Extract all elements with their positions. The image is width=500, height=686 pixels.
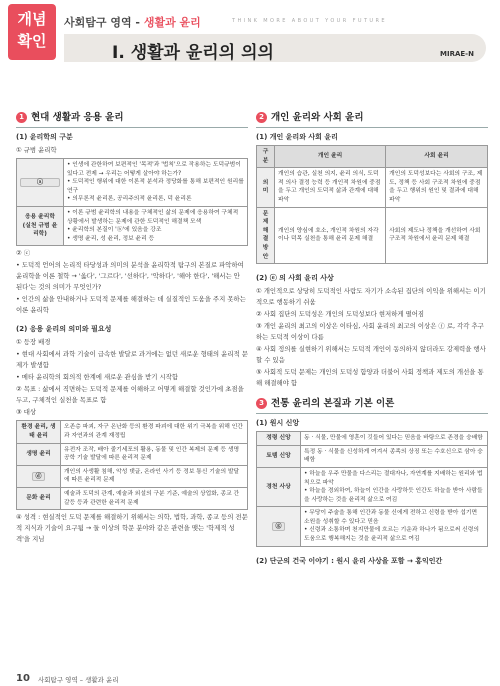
- section-header: 사회탐구 영역 - 생활과 윤리: [64, 16, 201, 29]
- left-column: [16, 112, 248, 546]
- concept-check-badge: 개념 확인: [8, 4, 56, 60]
- list-item: • 인간의 삶을 안내하거나 도덕적 문제를 해결하는 데 실질적인 도움을 주지 못하는 이론 윤리학: [16, 295, 246, 315]
- list-item: ③ 개인 윤리의 최고의 이상은 이타심, 사회 윤리의 최고의 이상은 ⓕ 로, 각각 추구하는 도덕적 이상이 다름: [256, 322, 484, 342]
- table-cell: • 이론 규범 윤리학의 내용을 구체적인 삶의 문제에 응용하여 구체적 상황에서 발생하는 문제에 관한 도덕적인 해결책 모색 • 윤리학의 본질이 'ⓑ'에 있음을 강조 • 생명 윤리, 성 윤리, 정보 윤리 등: [64, 206, 248, 245]
- page-title: I. 생활과 윤리의 의의: [112, 43, 274, 63]
- list-item: ② 사회 집단의 도덕성은 개인의 도덕성보다 현저하게 떨어짐: [256, 310, 425, 319]
- right-column: [256, 112, 488, 569]
- list-item: ① 등장 배경: [16, 338, 51, 347]
- list-item: ④ 성격 : 현실적인 도덕 문제를 해결하기 위해서는 의학, 법학, 과학, 종교 등의 전문적 지식과 기술이 요구됨 → 둘 이상의 학문 분야와 같은 관련을 맺는 '학제적 성격'을 지님: [16, 513, 248, 544]
- brand-logo: MIRAE-N: [440, 50, 474, 58]
- subsection-title: (1) 윤리학의 구분: [16, 133, 73, 141]
- ethics-table: [16, 158, 248, 246]
- applied-ethics-table: 환경 윤리, 생태 윤리 오존층 파괴, 자구 온난화 등의 환경 파괴에 대한 위기 극복을 위해 인간과 자연과의 관계 재정립 생명 윤리 유전자 조작, 배아 줄기세포의 활용, 동물 및 인간 복제의 문제 등 생명 공학 기술 발달에 따른 윤리적 문제 ⓓ 개인의 사생활 침해, 악성 댓글, 온라인 사기 등 정보 통신 기술의 발달에 따른 윤리적 문제 문화 윤리 예술과 도덕의 관계, 예술과 외설의 구분 기준, 예술의 상업화, 종교 간 갈등 등과 관련한 윤리적 문제: [16, 420, 248, 510]
- list-item: ② 목표 : 삶에서 직면하는 도덕적 문제를 이해하고 어떻게 해결할 것인가에 초점을 두고, 구체적인 실천을 목표로 함: [16, 385, 244, 405]
- list-item: ③ 대상: [16, 408, 37, 417]
- table-cell: • 인생에 관한하여 보편적인 '목적'과 '법칙'으로 작용하는 도덕규범이 있다고 전제 → 우리는 어떻게 살아야 하는가? • 도덕적인 행위에 대한 이론적 분석과 정당화를 통해 보편적인 원리를 연구 • 의무론적 윤리론, 공리주의적 윤리론, 덕 윤리론: [64, 159, 248, 207]
- list-item: ② ⓒ: [16, 249, 31, 258]
- subsection-title: (1) 원시 신앙: [256, 419, 300, 428]
- individual-social-table: 구분 개인 윤리 사회 윤리 의미 개인의 습관, 실천 의지, 윤리 의식, 도덕적 의사 결정 능력 등 개인적 차원에 중점을 두고 개인의 도덕적 삶과 관계에 대해 파악 개인의 도덕성보다는 사회의 구조, 제도, 정책 등 사회 구조적 차원에 중점을 두고 행위의 원인 및 결과에 대해 파악 문제 해결 방안 개인의 양심에 호소, 개인적 차원의 자각이나 덕목 실천을 통해 윤리 문제 해결 사회의 제도나 정책을 개선하여 사회 구조적 차원에서 윤리 문제 해결: [256, 145, 488, 264]
- primitive-belief-table: 정령 신앙 동 · 식물, 만물에 영혼이 깃들어 있다는 믿음을 바탕으로 존경을 숭배함 토템 신앙 특정 동 · 식물을 신성하게 여겨서 종족의 상징 또는 수호신으로 삼아 숭배함 경천 사상 • 하늘을 우주 만물을 다스리는 절대자나, 자연계를 지배하는 원리와 법칙으로 파악 • 하늘을 경외하여, 하늘이 인간을 사랑하듯 인간도 하늘을 받아 사람들을 사랑하는 것을 윤리적 삶으로 여김 ⓖ • 무당이 주술을 통해 인간과 동물 신에게 전하고 신령을 받아 섭기면 소원을 성취할 수 있다고 믿음 • 신령과 소통하며 천지만물에 흐르는 기운과 하나가 됨으로써 신령의 도움으로 행복해지는 것을 윤리적 삶으로 여김: [256, 431, 488, 547]
- subsection-title: (2) ⓔ 의 사회 윤리 사상: [256, 274, 334, 283]
- list-item: ① 개인적으로 상당히 도덕적인 사람도 자기가 소속된 집단의 이익을 위해서는 이기적으로 행동하기 쉬움: [256, 287, 486, 307]
- list-item: ⑤ 사회적 도덕 문제는 개인의 도덕성 함양과 더불어 사회 정책과 제도의 개선을 통해 해결해야 함: [256, 368, 484, 388]
- tagline: THINK MORE ABOUT YOUR FUTURE: [232, 18, 387, 24]
- section-2-title: 2 개인 윤리와 사회 윤리: [256, 112, 488, 128]
- subsection-title: (2) 단군의 건국 이야기 : 원시 윤리 사상을 포함 → 홍익인간: [256, 556, 443, 565]
- list-item: • 도덕적 언어의 논리적 타당성과 의미의 분석을 윤리학적 탐구의 본질로 파악하여 윤리학을 이론 철학 → '옳다', '그르다', '선하다', '악하다', '해야 한다', '해서는 안 된다'는 것의 의미가 무엇인가?: [16, 261, 244, 292]
- subsection-title: (2) 응용 윤리의 의미와 필요성: [16, 325, 112, 334]
- footer-label: 사회탐구 영역 – 생활과 윤리: [38, 676, 119, 684]
- list-item: • 현대 사회에서 과학 기술이 급속한 발달로 과거에는 없던 새로운 형태의 윤리적 문제가 발생함: [16, 350, 248, 370]
- page-number: 10: [16, 673, 30, 684]
- section-1-title: 1 현대 생활과 응용 윤리: [16, 112, 248, 128]
- section-3-title: 3 전통 윤리의 본질과 기본 이론: [256, 398, 488, 414]
- list-item: ④ 사회 정의를 실현하기 위해서는 도덕적 개인이 동의하지 않더라도 강제력을 행사할 수 있음: [256, 345, 486, 365]
- table-label: ⓐ: [17, 159, 64, 207]
- table-label: 응용 윤리학 (실천 규범 윤리학): [17, 206, 64, 245]
- list-item: • 메타 윤리학의 회의적 한계에 새로운 관심을 받기 시작함: [16, 373, 179, 382]
- list-item: ① 규범 윤리학: [16, 146, 57, 154]
- subsection-title: (1) 개인 윤리와 사회 윤리: [256, 133, 338, 141]
